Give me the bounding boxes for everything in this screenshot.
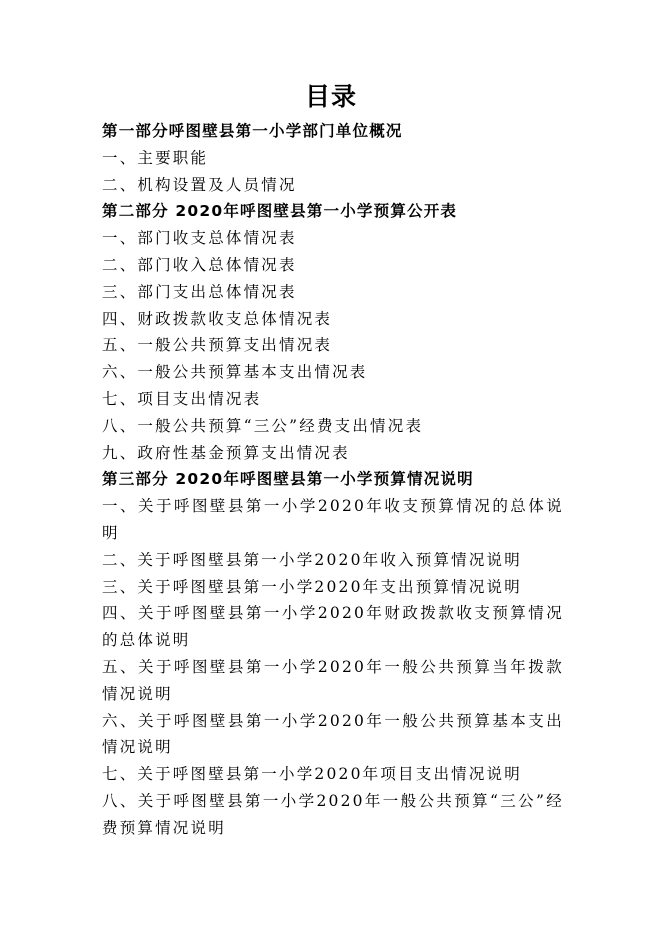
- toc-entry: 二、机构设置及人员情况: [102, 175, 297, 194]
- toc-part-heading: 第一部分呼图壁县第一小学部门单位概况: [102, 122, 403, 140]
- toc-entry: 三、关于呼图壁县第一小学2020年支出预算情况说明: [102, 577, 522, 596]
- toc-entry: 二、关于呼图壁县第一小学2020年收入预算情况说明: [102, 550, 522, 569]
- toc-part-heading: 第二部分 2020年呼图壁县第一小学预算公开表: [102, 202, 458, 221]
- toc-part-heading: 第三部分 2020年呼图壁县第一小学预算情况说明: [102, 470, 474, 489]
- toc-entry: 八、关于呼图壁县第一小学2020年一般公共预算“三公”经费预算情况说明: [102, 791, 564, 837]
- toc-entry: 八、一般公共预算“三公”经费支出情况表: [102, 416, 424, 435]
- toc-entry: 四、财政拨款收支总体情况表: [102, 309, 333, 328]
- table-of-contents: [102, 118, 564, 842]
- toc-entry: 三、部门支出总体情况表: [102, 282, 297, 301]
- toc-entry: 六、关于呼图壁县第一小学2020年一般公共预算基本支出情况说明: [102, 711, 564, 757]
- toc-entry: 一、关于呼图壁县第一小学2020年收支预算情况的总体说明: [102, 497, 564, 542]
- toc-entry: 一、部门收支总体情况表: [102, 229, 297, 248]
- toc-entry: 五、关于呼图壁县第一小学2020年一般公共预算当年拨款情况说明: [102, 657, 564, 703]
- toc-entry: 五、一般公共预算支出情况表: [102, 336, 333, 355]
- toc-entry: 一、主要职能: [102, 148, 209, 167]
- page-title: 目录: [304, 82, 357, 111]
- toc-entry: 七、关于呼图壁县第一小学2020年项目支出情况说明: [102, 765, 522, 784]
- toc-entry: 七、项目支出情况表: [102, 389, 262, 408]
- toc-entry: 六、一般公共预算基本支出情况表: [102, 363, 368, 382]
- toc-entry: 二、部门收入总体情况表: [102, 255, 297, 274]
- toc-entry: 九、政府性基金预算支出情况表: [102, 443, 350, 462]
- toc-entry: 四、关于呼图壁县第一小学2020年财政拨款收支预算情况的总体说明: [102, 604, 564, 650]
